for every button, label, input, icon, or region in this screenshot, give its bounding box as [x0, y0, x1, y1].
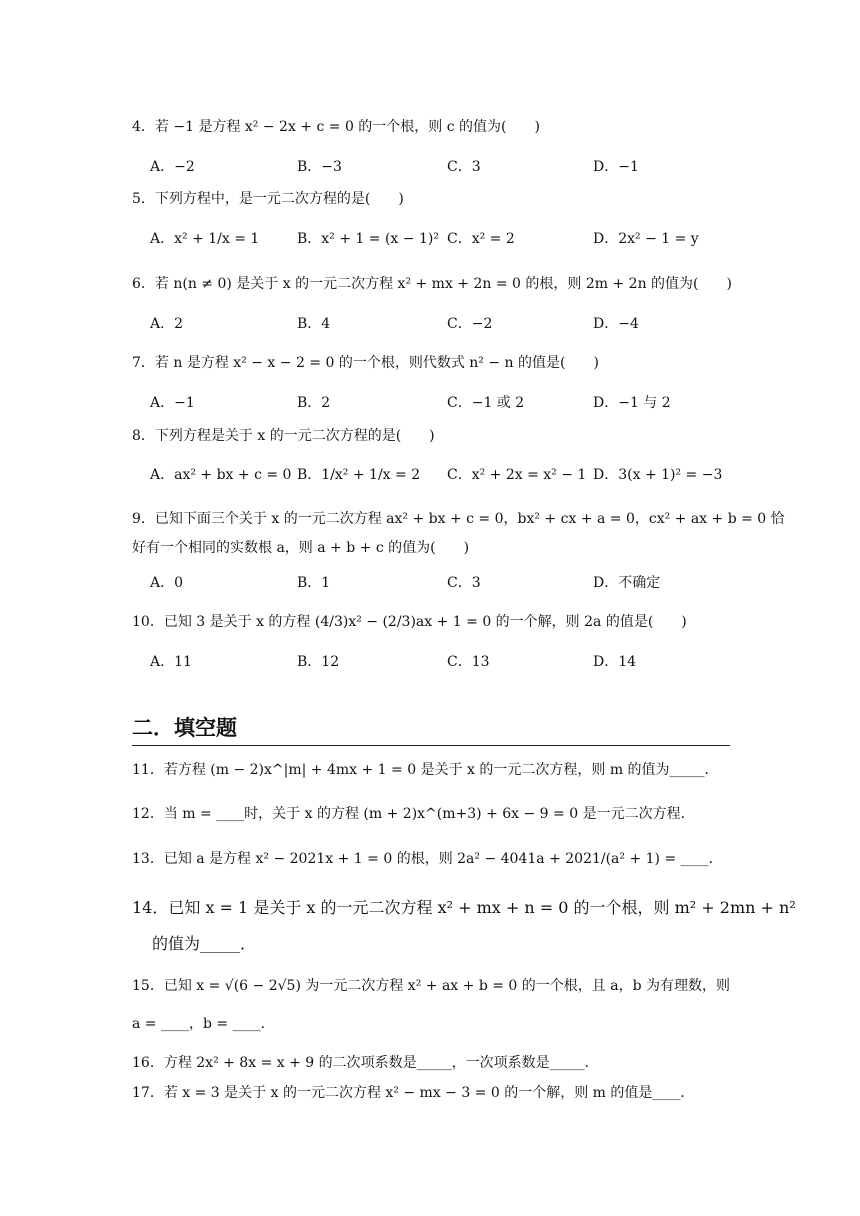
q8-option-b: B．1/x² + 1/x = 2 — [297, 467, 421, 483]
question-4-stem: 4．若 −1 是方程 x² − 2x + c = 0 的一个根，则 c 的值为( ) — [132, 119, 540, 135]
q7-option-a: A．−1 — [150, 395, 195, 411]
q8-option-d: D．3(x + 1)² = −3 — [593, 467, 723, 483]
question-10-options — [150, 651, 730, 673]
q8-option-a: A．ax² + bx + c = 0 — [150, 467, 292, 483]
q9-option-b: B．1 — [297, 575, 331, 591]
question-8-options — [150, 464, 730, 486]
question-9-stem: 9．已知下面三个关于 x 的一元二次方程 ax² + bx + c = 0，bx² + cx + a = 0，cx² + ax + b = 0 恰 — [132, 511, 785, 527]
question-6-options — [150, 313, 730, 335]
section-title: 二．填空题 — [132, 716, 237, 740]
q10-option-b: B．12 — [297, 654, 340, 670]
q4-option-d: D．−1 — [593, 159, 639, 175]
question-4-options — [150, 156, 730, 178]
q7-option-d: D．−1 与 2 — [593, 395, 671, 411]
q7-option-c: C．−1 或 2 — [447, 395, 525, 411]
question-5-stem: 5．下列方程中，是一元二次方程的是( ) — [132, 191, 404, 207]
question-17: 17．若 x = 3 是关于 x 的一元二次方程 x² − mx − 3 = 0 的一个解，则 m 的值是____． — [132, 1085, 695, 1101]
q9-option-d: D．不确定 — [593, 575, 661, 591]
q9-option-c: C．3 — [447, 575, 481, 591]
q6-option-a: A．2 — [150, 316, 184, 332]
q5-option-c: C．x² = 2 — [447, 231, 515, 247]
question-15: 15．已知 x = √(6 − 2√5) 为一元二次方程 x² + ax + b = 0 的一个根，且 a，b 为有理数，则 — [132, 978, 730, 994]
q9-option-a: A．0 — [150, 575, 184, 591]
q6-option-c: C．−2 — [447, 316, 493, 332]
question-9-options — [150, 572, 730, 594]
question-8-stem: 8．下列方程是关于 x 的一元二次方程的是( ) — [132, 428, 435, 444]
q7-option-b: B．2 — [297, 395, 331, 411]
question-11: 11．若方程 (m − 2)x^|m| + 4mx + 1 = 0 是关于 x 的一元二次方程，则 m 的值为_____． — [132, 762, 719, 778]
q5-option-a: A．x² + 1/x = 1 — [150, 231, 260, 247]
question-9-stem-cont: 好有一个相同的实数根 a，则 a + b + c 的值为( ) — [132, 540, 470, 556]
question-7-options — [150, 392, 730, 414]
section-divider — [132, 745, 730, 746]
q5-option-b: B．x² + 1 = (x − 1)² — [297, 231, 439, 247]
question-6-stem: 6．若 n(n ≠ 0) 是关于 x 的一元二次方程 x² + mx + 2n = 0 的根，则 2m + 2n 的值为( ) — [132, 276, 732, 292]
q6-option-d: D．−4 — [593, 316, 639, 332]
question-16: 16．方程 2x² + 8x = x + 9 的二次项系数是_____，一次项系数是_____． — [132, 1055, 599, 1071]
q6-option-b: B．4 — [297, 316, 331, 332]
question-12: 12．当 m = ____时，关于 x 的方程 (m + 2)x^(m+3) + 6x − 9 = 0 是一元二次方程． — [132, 806, 695, 822]
q4-option-b: B．−3 — [297, 159, 342, 175]
question-10-stem: 10．已知 3 是关于 x 的方程 (4/3)x² − (2/3)ax + 1 = 0 的一个解，则 2a 的值是( ) — [132, 614, 687, 630]
q4-option-a: A．−2 — [150, 159, 195, 175]
question-15-cont: a = ____，b = ____． — [132, 1016, 275, 1032]
question-14-cont: 的值为_____． — [152, 934, 257, 953]
question-13: 13．已知 a 是方程 x² − 2021x + 1 = 0 的根，则 2a² − 4041a + 2021/(a² + 1) = ____． — [132, 851, 723, 867]
question-5-options — [150, 228, 730, 250]
q10-option-d: D．14 — [593, 654, 637, 670]
q5-option-d: D．2x² − 1 = y — [593, 231, 699, 247]
question-14: 14．已知 x = 1 是关于 x 的一元二次方程 x² + mx + n = 0 的一个根，则 m² + 2mn + n² — [132, 898, 796, 917]
q8-option-c: C．x² + 2x = x² − 1 — [447, 467, 587, 483]
q4-option-c: C．3 — [447, 159, 481, 175]
question-7-stem: 7．若 n 是方程 x² − x − 2 = 0 的一个根，则代数式 n² − n 的值是( ) — [132, 355, 599, 371]
q10-option-a: A．11 — [150, 654, 192, 670]
q10-option-c: C．13 — [447, 654, 490, 670]
